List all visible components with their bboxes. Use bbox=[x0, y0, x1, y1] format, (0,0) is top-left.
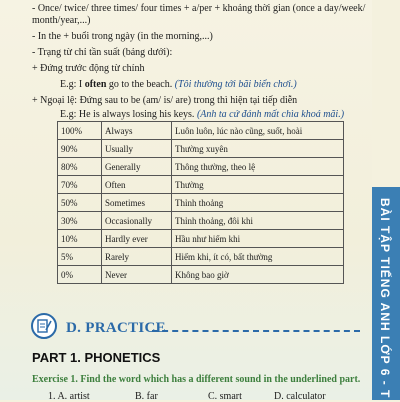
cell-percent: 5% bbox=[58, 248, 102, 266]
divider bbox=[152, 330, 360, 332]
pencil-notebook-icon bbox=[31, 313, 57, 339]
cell-adverb: Always bbox=[102, 122, 172, 140]
part-title: PART 1. PHONETICS bbox=[32, 350, 161, 365]
table-row bbox=[58, 230, 344, 248]
note-line: - Trạng từ chỉ tần suất (bảng dưới): bbox=[32, 47, 173, 58]
cell-adverb: Usually bbox=[102, 140, 172, 158]
cell-percent: 100% bbox=[58, 122, 102, 140]
cell-percent: 30% bbox=[58, 212, 102, 230]
example-sentence: E.g: He is always losing his keys. (Anh ta cứ đánh mất chìa khoá mãi.) bbox=[60, 109, 345, 120]
cell-percent: 70% bbox=[58, 176, 102, 194]
answer-option: C. smart bbox=[208, 391, 242, 402]
section-title: D. PRACTICE bbox=[66, 320, 166, 336]
note-line: + Đứng trước động từ chính bbox=[32, 63, 145, 74]
note-line: - Once/ twice/ three times/ four times + a/per + khoảng thời gian (once a day/week/ bbox=[32, 3, 366, 14]
cell-meaning: Hầu như hiếm khi bbox=[172, 230, 344, 248]
example-translation: (Tôi thường tới bãi biển chơi.) bbox=[174, 79, 297, 90]
example-translation: (Anh ta cứ đánh mất chìa khoá mãi.) bbox=[196, 109, 345, 120]
table-row bbox=[58, 122, 344, 140]
frequency-adverb-table bbox=[57, 121, 344, 284]
book-side-tab-label: BÀI TẬP TIẾNG ANH LỚP 6 - T bbox=[378, 198, 392, 399]
cell-meaning: Thường bbox=[172, 176, 344, 194]
cell-meaning: Hiếm khi, ít có, bất thường bbox=[172, 248, 344, 266]
cell-percent: 50% bbox=[58, 194, 102, 212]
cell-meaning: Không bao giờ bbox=[172, 266, 344, 284]
cell-adverb: Never bbox=[102, 266, 172, 284]
table-row bbox=[58, 176, 344, 194]
table-row bbox=[58, 158, 344, 176]
table-row bbox=[58, 248, 344, 266]
cell-meaning: Thông thường, theo lệ bbox=[172, 158, 344, 176]
cell-adverb: Generally bbox=[102, 158, 172, 176]
cell-meaning: Thường xuyên bbox=[172, 140, 344, 158]
cell-meaning: Thỉnh thoảng bbox=[172, 194, 344, 212]
cell-adverb: Hardly ever bbox=[102, 230, 172, 248]
exercise-title: Exercise 1. Find the word which has a different sound in the underlined part. bbox=[32, 374, 361, 385]
example-sentence: E.g: I often go to the beach. (Tôi thường tới bãi biển chơi.) bbox=[60, 79, 297, 90]
cell-meaning: Luôn luôn, lúc nào cũng, suốt, hoài bbox=[172, 122, 344, 140]
table-row bbox=[58, 194, 344, 212]
table-row bbox=[58, 140, 344, 158]
answer-option: 1. A. artist bbox=[48, 391, 90, 402]
cell-adverb: Often bbox=[102, 176, 172, 194]
cell-adverb: Sometimes bbox=[102, 194, 172, 212]
note-line: month/year,...) bbox=[32, 15, 91, 26]
note-line: - In the + buổi trong ngày (in the morning,...) bbox=[32, 31, 213, 42]
answer-option: D. calculator bbox=[274, 391, 326, 402]
cell-adverb: Rarely bbox=[102, 248, 172, 266]
table-row bbox=[58, 266, 344, 284]
table-row bbox=[58, 212, 344, 230]
answer-option: B. far bbox=[135, 391, 158, 402]
cell-adverb: Occasionally bbox=[102, 212, 172, 230]
cell-percent: 0% bbox=[58, 266, 102, 284]
cell-percent: 90% bbox=[58, 140, 102, 158]
cell-percent: 80% bbox=[58, 158, 102, 176]
cell-meaning: Thỉnh thoảng, đôi khi bbox=[172, 212, 344, 230]
note-line: + Ngoại lệ: Đứng sau to be (am/ is/ are) trong thì hiện tại tiếp diễn bbox=[32, 95, 298, 106]
cell-percent: 10% bbox=[58, 230, 102, 248]
